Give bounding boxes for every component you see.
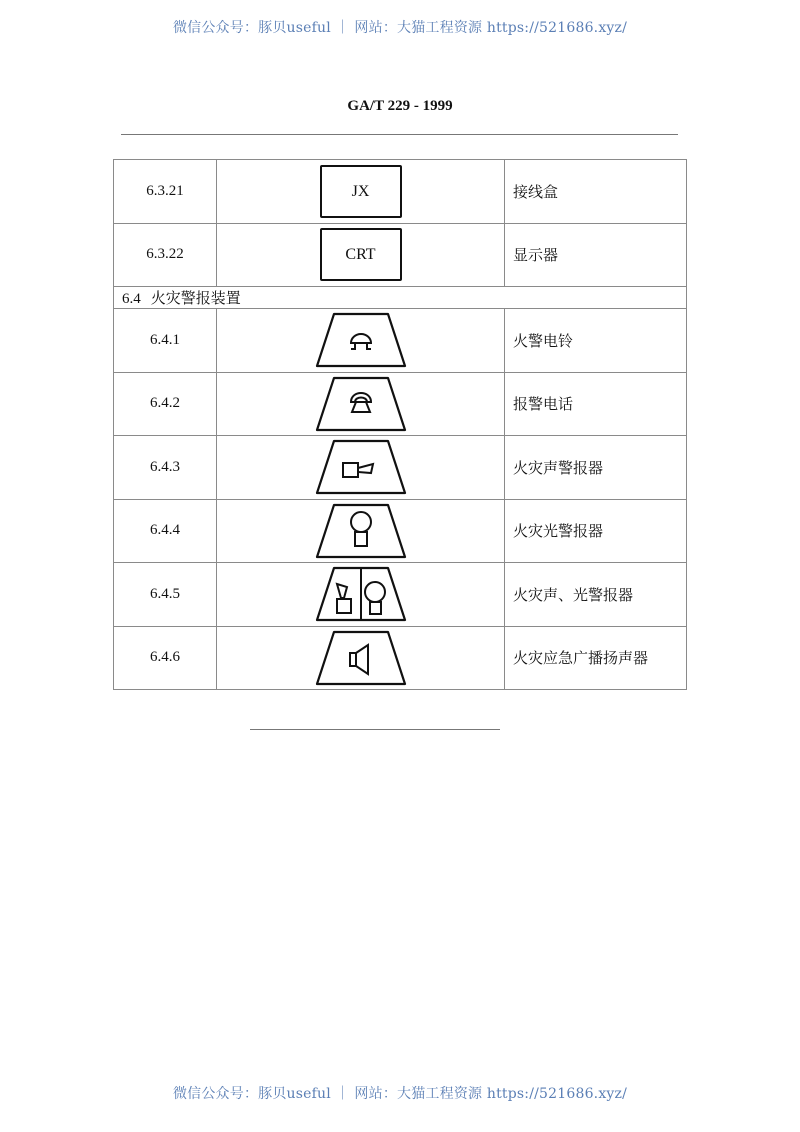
item-number: 6.4.2 [114,372,217,436]
section-heading [114,287,687,309]
item-number: 6.4.3 [114,436,217,500]
section-number: 6.4 [122,291,141,307]
document-code: GA/T 229 - 1999 [347,98,453,114]
item-number: 6.4.4 [114,499,217,563]
item-number: 6.4.6 [114,626,217,690]
watermark-top: 微信公众号：豚贝useful ｜ 网站：大猫工程资源 https://521686.xyz/ [172,20,628,36]
watermark-bottom: 微信公众号：豚贝useful ｜ 网站：大猫工程资源 https://521686.xyz/ [172,1086,628,1102]
light-alarm-icon [315,503,407,559]
display-symbol: CRT [320,228,402,281]
item-name: 火警电铃 [505,309,687,373]
header-rule [121,134,678,135]
section-title: 火灾警报装置 [150,289,241,307]
item-name: 火灾声、光警报器 [505,563,687,627]
speaker-icon [315,630,407,686]
item-number: 6.3.21 [114,160,217,224]
item-name: 报警电话 [505,372,687,436]
sound-light-alarm-icon [315,566,407,622]
symbol-cell [217,499,505,563]
item-number: 6.4.5 [114,563,217,627]
bell-icon [315,312,407,368]
symbol-cell [217,223,505,287]
item-name: 接线盒 [505,160,687,224]
section-heading-row [114,287,687,309]
junction-box-symbol: JX [320,165,402,218]
symbol-cell [217,563,505,627]
item-name: 火灾光警报器 [505,499,687,563]
symbol-table [113,159,687,690]
item-name: 火灾声警报器 [505,436,687,500]
symbol-cell [217,372,505,436]
item-name: 显示器 [505,223,687,287]
item-name: 火灾应急广播扬声器 [505,626,687,690]
table-row [114,499,687,563]
table-row [114,223,687,287]
table-row [114,563,687,627]
table-row [114,372,687,436]
symbol-cell [217,436,505,500]
item-number: 6.3.22 [114,223,217,287]
table-row [114,626,687,690]
item-number: 6.4.1 [114,309,217,373]
table-row [114,160,687,224]
symbol-cell [217,626,505,690]
sounder-icon [315,439,407,495]
table-row [114,309,687,373]
table-row [114,436,687,500]
symbol-cell [217,309,505,373]
symbol-cell [217,160,505,224]
end-rule [250,729,500,730]
telephone-icon [315,376,407,432]
